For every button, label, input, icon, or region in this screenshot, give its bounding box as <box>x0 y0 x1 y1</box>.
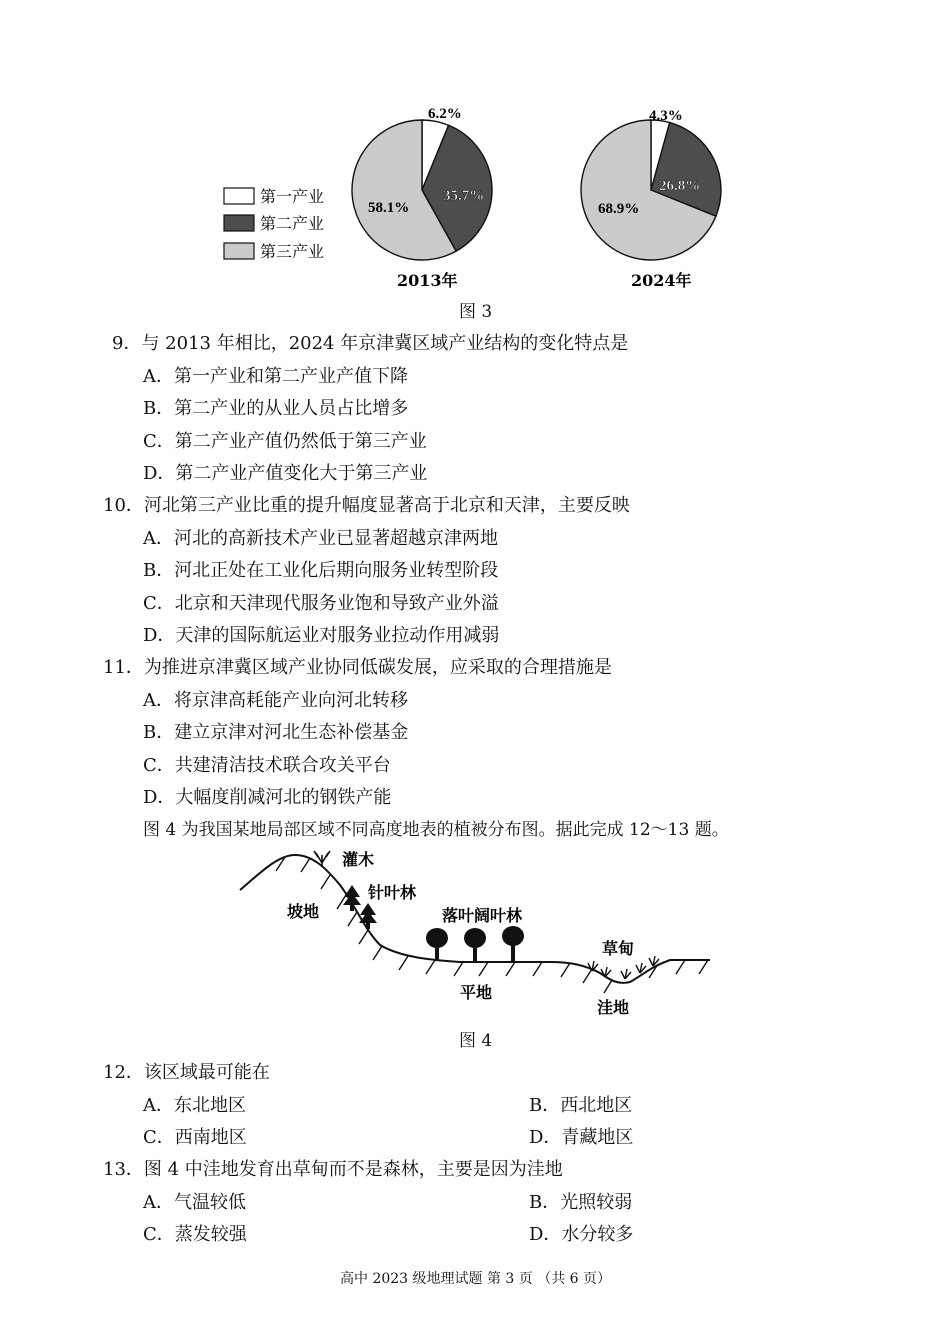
question-10-option-d[interactable]: D．天津的国际航运业对服务业拉动作用减弱 <box>143 625 500 646</box>
pie-2013-label-primary: 6.2% <box>428 106 462 122</box>
label-flat: 平地 <box>460 983 493 1002</box>
figure-4-vegetation-profile <box>230 845 720 1020</box>
legend-label-secondary: 第二产业 <box>260 214 325 233</box>
question-11-number: 11． <box>103 657 144 678</box>
pie-2024-label-tertiary: 68.9% <box>598 201 640 217</box>
legend-swatch-secondary <box>224 215 254 231</box>
label-slope: 坡地 <box>287 902 320 921</box>
deciduous-tree-icon <box>426 926 524 961</box>
label-depression: 洼地 <box>597 998 630 1017</box>
question-12-option-a[interactable]: A．东北地区 <box>143 1095 246 1116</box>
question-10-option-a[interactable]: A．河北的高新技术产业已显著超越京津两地 <box>143 528 498 549</box>
label-deciduous: 落叶阔叶林 <box>442 906 523 925</box>
question-11-stem <box>103 653 612 679</box>
question-13-number: 13． <box>103 1159 144 1180</box>
question-10-text: 河北第三产业比重的提升幅度显著高于北京和天津，主要反映 <box>143 495 630 516</box>
pie-2013-label-secondary: 35.7% <box>443 188 485 204</box>
meadow-grass-icon <box>588 956 659 979</box>
question-11-option-b[interactable]: B．建立京津对河北生态补偿基金 <box>143 722 409 743</box>
question-9-option-a[interactable]: A．第一产业和第二产业产值下降 <box>143 366 408 387</box>
pie-2013-label-tertiary: 58.1% <box>368 200 410 216</box>
label-shrub: 灌木 <box>342 850 375 869</box>
question-10-option-c[interactable]: C．北京和天津现代服务业饱和导致产业外溢 <box>143 593 499 614</box>
question-9-option-b[interactable]: B．第二产业的从业人员占比增多 <box>143 398 409 419</box>
figure-4-caption: 图 4 <box>459 1031 493 1051</box>
question-10-number: 10． <box>103 495 144 516</box>
figure-3-caption: 图 3 <box>459 302 493 322</box>
question-12-option-c[interactable]: C．西南地区 <box>143 1127 247 1148</box>
question-12-number: 12． <box>103 1062 144 1083</box>
question-12-option-d[interactable]: D．青藏地区 <box>529 1127 634 1148</box>
figure-4-intro: 图 4 为我国某地局部区域不同高度地表的植被分布图。据此完成 12～13 题。 <box>143 820 729 840</box>
question-9-option-c[interactable]: C．第二产业产值仍然低于第三产业 <box>143 431 427 452</box>
pie-2024-year <box>631 271 692 290</box>
pie-2024-year-number: 2024年 <box>631 271 692 290</box>
figure-3-pie-charts <box>0 95 950 295</box>
legend <box>224 187 324 261</box>
question-13-option-b[interactable]: B．光照较弱 <box>529 1192 633 1213</box>
pie-2013-year-number: 2013年 <box>397 271 458 290</box>
legend-label-primary: 第一产业 <box>260 187 325 206</box>
question-11-option-d[interactable]: D．大幅度削减河北的钢铁产能 <box>143 787 392 808</box>
question-11-option-a[interactable]: A．将京津高耗能产业向河北转移 <box>143 690 408 711</box>
question-9-option-d[interactable]: D．第二产业产值变化大于第三产业 <box>143 463 428 484</box>
question-12-option-b[interactable]: B．西北地区 <box>529 1095 633 1116</box>
pie-2024-label-secondary: 26.8% <box>659 178 701 194</box>
question-11-option-c[interactable]: C．共建清洁技术联合攻关平台 <box>143 755 391 776</box>
label-conifer: 针叶林 <box>368 883 417 902</box>
question-13-text: 图 4 中洼地发育出草甸而不是森林，主要是因为洼地 <box>143 1159 563 1180</box>
question-11-text: 为推进京津冀区域产业协同低碳发展，应采取的合理措施是 <box>143 657 612 678</box>
shrub-icon <box>314 851 330 867</box>
question-9-number: 9． <box>112 333 142 354</box>
question-10-stem <box>103 491 630 517</box>
pie-2013-year <box>397 271 458 290</box>
question-12-text: 该区域最可能在 <box>143 1062 270 1083</box>
question-13-stem <box>103 1155 563 1181</box>
question-10-option-b[interactable]: B．河北正处在工业化后期向服务业转型阶段 <box>143 560 499 581</box>
question-12-stem <box>103 1058 270 1084</box>
label-meadow: 草甸 <box>602 939 635 958</box>
legend-label-tertiary: 第三产业 <box>260 242 325 261</box>
question-9-text: 与 2013 年相比，2024 年京津冀区域产业结构的变化特点是 <box>141 333 629 354</box>
question-13-option-c[interactable]: C．蒸发较强 <box>143 1224 247 1245</box>
page-footer: 高中 2023 级地理试题 第 3 页 （共 6 页） <box>340 1271 612 1287</box>
question-13-option-d[interactable]: D．水分较多 <box>529 1224 634 1245</box>
legend-swatch-tertiary <box>224 243 254 259</box>
pie-2024-label-primary: 4.3% <box>649 108 683 124</box>
question-9-stem <box>112 329 628 355</box>
question-13-option-a[interactable]: A．气温较低 <box>143 1192 246 1213</box>
legend-swatch-primary <box>224 188 254 204</box>
